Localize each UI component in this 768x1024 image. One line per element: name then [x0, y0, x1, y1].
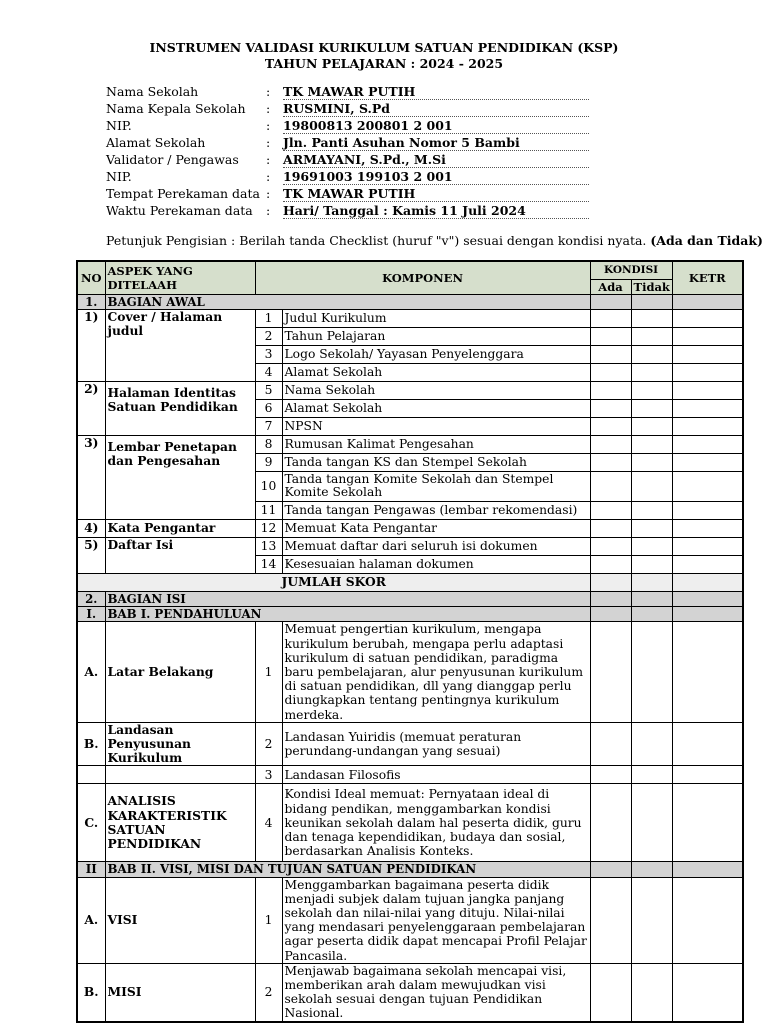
section-row — [77, 591, 743, 606]
cell-ada[interactable] — [590, 555, 631, 573]
cell-ada[interactable] — [590, 435, 631, 453]
item-no: 2 — [255, 963, 282, 1021]
item-text: Memuat Kata Pengantar — [282, 519, 590, 537]
cell-ketr[interactable] — [672, 501, 743, 519]
row-letter: A. — [77, 877, 105, 963]
instructions — [106, 233, 763, 248]
item-no: 4 — [255, 363, 282, 381]
cell-tidak[interactable] — [631, 877, 672, 963]
cell-tidak[interactable] — [631, 555, 672, 573]
item-text: Memuat daftar dari seluruh isi dokumen — [282, 537, 590, 555]
row-aspect — [105, 766, 255, 784]
aspect-no: 2) — [77, 381, 105, 435]
section-row — [77, 294, 743, 309]
cell-ada[interactable] — [590, 766, 631, 784]
instructions-text: Petunjuk Pengisian : Berilah tanda Checklist (huruf "v") sesuai dengan kondisi nyata. — [106, 233, 647, 248]
cell-ada[interactable] — [590, 453, 631, 471]
info-value: Jln. Panti Asuhan Nomor 5 Bambi — [283, 135, 589, 151]
cell-ada[interactable] — [590, 622, 631, 722]
info-colon: : — [266, 186, 271, 201]
item-text: Tanda tangan KS dan Stempel Sekolah — [282, 453, 590, 471]
col-no: NO — [77, 261, 105, 294]
aspect-no: 1) — [77, 309, 105, 381]
info-colon: : — [266, 169, 271, 184]
info-value: 19800813 200801 2 001 — [283, 118, 589, 134]
col-komponen: KOMPONEN — [255, 261, 590, 294]
info-label: NIP. — [106, 169, 132, 184]
cell-ketr[interactable] — [672, 784, 743, 862]
cell-tidak[interactable] — [631, 622, 672, 722]
table-row — [77, 784, 743, 862]
row-aspect: ANALISIS KARAKTERISTIK SATUAN PENDIDIKAN — [105, 784, 255, 862]
cell-tidak[interactable] — [631, 453, 672, 471]
validation-table — [76, 260, 744, 1023]
table-row — [77, 381, 743, 399]
cell-tidak[interactable] — [631, 501, 672, 519]
section-no: I. — [77, 607, 105, 622]
cell-ketr[interactable] — [672, 722, 743, 766]
cell-tidak[interactable] — [631, 309, 672, 327]
item-no: 13 — [255, 537, 282, 555]
section-title: BAGIAN ISI — [105, 591, 590, 606]
cell-ada[interactable] — [590, 877, 631, 963]
total-tidak[interactable] — [631, 573, 672, 591]
table-row — [77, 519, 743, 537]
item-no: 5 — [255, 381, 282, 399]
section-no: 2. — [77, 591, 105, 606]
row-aspect: MISI — [105, 963, 255, 1021]
cell-ada[interactable] — [590, 399, 631, 417]
section-no: II — [77, 862, 105, 877]
info-label: Tempat Perekaman data — [106, 186, 260, 201]
item-no: 7 — [255, 417, 282, 435]
item-no: 4 — [255, 784, 282, 862]
cell-tidak[interactable] — [631, 399, 672, 417]
cell-ketr[interactable] — [672, 417, 743, 435]
col-aspek: ASPEK YANG DITELAAH — [105, 261, 255, 294]
info-label: Nama Sekolah — [106, 84, 199, 99]
item-text: NPSN — [282, 417, 590, 435]
col-ketr: KETR — [672, 261, 743, 294]
item-text: Rumusan Kalimat Pengesahan — [282, 435, 590, 453]
table-row — [77, 622, 743, 722]
section-title: BAGIAN AWAL — [105, 294, 590, 309]
item-text: Judul Kurikulum — [282, 309, 590, 327]
cell-ketr[interactable] — [672, 555, 743, 573]
item-no: 2 — [255, 327, 282, 345]
header-row — [77, 261, 743, 279]
aspect-no: 4) — [77, 519, 105, 537]
cell-ada[interactable] — [590, 417, 631, 435]
cell-tidak[interactable] — [631, 327, 672, 345]
info-label: NIP. — [106, 118, 132, 133]
cell-ketr[interactable] — [672, 877, 743, 963]
table-row — [77, 537, 743, 555]
item-text: Kesesuaian halaman dokumen — [282, 555, 590, 573]
cell-ketr[interactable] — [672, 622, 743, 722]
document-subtitle: TAHUN PELAJARAN : 2024 - 2025 — [264, 56, 504, 71]
item-no: 10 — [255, 471, 282, 501]
info-value: RUSMINI, S.Pd — [283, 101, 589, 117]
row-aspect: Latar Belakang — [105, 622, 255, 722]
info-value: TK MAWAR PUTIH — [283, 84, 589, 100]
aspect-name: Cover / Halaman judul — [105, 309, 255, 381]
info-value: ARMAYANI, S.Pd., M.Si — [283, 152, 589, 168]
cell-tidak[interactable] — [631, 471, 672, 501]
item-text: Alamat Sekolah — [282, 399, 590, 417]
item-no: 9 — [255, 453, 282, 471]
item-no: 14 — [255, 555, 282, 573]
item-text: Memuat pengertian kurikulum, mengapa kurikulum berubah, mengapa perlu adaptasi kurikulum di satuan pendidikan, paradigma baru pembelajaran, alur penyusunan kurikulum di satuan pendidikan, dll yang dianggap perlu diungkapkan tentang pentingnya kurikulum merdeka. — [282, 622, 590, 722]
info-colon: : — [266, 135, 271, 150]
aspect-name: Halaman Identitas Satuan Pendidikan — [105, 381, 255, 435]
info-label: Waktu Perekaman data — [106, 203, 253, 218]
cell-ketr[interactable] — [672, 381, 743, 399]
item-text: Tanda tangan Pengawas (lembar rekomendasi) — [282, 501, 590, 519]
table-row — [77, 877, 743, 963]
row-aspect: VISI — [105, 877, 255, 963]
item-text: Landasan Yuiridis (memuat peraturan perundang-undangan yang sesuai) — [282, 722, 590, 766]
item-text: Nama Sekolah — [282, 381, 590, 399]
total-score-label: JUMLAH SKOR — [77, 573, 590, 591]
info-colon: : — [266, 203, 271, 218]
document-title: INSTRUMEN VALIDASI KURIKULUM SATUAN PENDIDIKAN (KSP) — [149, 40, 619, 55]
info-label: Alamat Sekolah — [106, 135, 206, 150]
item-no: 8 — [255, 435, 282, 453]
cell-tidak[interactable] — [631, 784, 672, 862]
table-row — [77, 766, 743, 784]
col-kondisi: KONDISI — [590, 261, 672, 279]
cell-ketr[interactable] — [672, 363, 743, 381]
info-value: TK MAWAR PUTIH — [283, 186, 589, 202]
cell-ada[interactable] — [590, 363, 631, 381]
section-row — [77, 862, 743, 877]
cell-ketr[interactable] — [672, 519, 743, 537]
cell-tidak[interactable] — [631, 766, 672, 784]
section-no: 1. — [77, 294, 105, 309]
cell-ada[interactable] — [590, 501, 631, 519]
table-row — [77, 309, 743, 327]
cell-ada[interactable] — [590, 381, 631, 399]
table-row — [77, 963, 743, 1021]
row-aspect: Landasan Penyusunan Kurikulum — [105, 722, 255, 766]
info-value: 19691003 199103 2 001 — [283, 169, 589, 185]
col-ada: Ada — [590, 279, 631, 294]
table-row — [77, 722, 743, 766]
item-text: Tahun Pelajaran — [282, 327, 590, 345]
cell-ketr[interactable] — [672, 471, 743, 501]
cell-ada[interactable] — [590, 537, 631, 555]
section-title: BAB I. PENDAHULUAN — [105, 607, 590, 622]
item-no: 1 — [255, 622, 282, 722]
info-colon: : — [266, 101, 271, 116]
cell-tidak[interactable] — [631, 537, 672, 555]
aspect-name: Kata Pengantar — [105, 519, 255, 537]
cell-ketr[interactable] — [672, 327, 743, 345]
aspect-name: Lembar Penetapan dan Pengesahan — [105, 435, 255, 519]
cell-ada[interactable] — [590, 519, 631, 537]
item-no: 3 — [255, 345, 282, 363]
cell-ketr[interactable] — [672, 453, 743, 471]
cell-ada[interactable] — [590, 327, 631, 345]
info-colon: : — [266, 152, 271, 167]
info-colon: : — [266, 84, 271, 99]
cell-ketr[interactable] — [672, 399, 743, 417]
cell-tidak[interactable] — [631, 381, 672, 399]
item-text: Logo Sekolah/ Yayasan Penyelenggara — [282, 345, 590, 363]
item-no: 11 — [255, 501, 282, 519]
total-score-row — [77, 573, 743, 591]
info-colon: : — [266, 118, 271, 133]
item-no: 2 — [255, 722, 282, 766]
item-text: Alamat Sekolah — [282, 363, 590, 381]
cell-ada[interactable] — [590, 471, 631, 501]
row-letter: B. — [77, 722, 105, 766]
cell-ketr[interactable] — [672, 963, 743, 1021]
item-text: Menggambarkan bagaimana peserta didik menjadi subjek dalam tujuan jangka panjang sekolah dan nilai-nilai yang dituju. Nilai-nilai yang mendasari penyelenggaraan pembelajaran agar peserta didik dapat mencapai Profil Pelajar Pancasila. — [282, 877, 590, 963]
row-letter: C. — [77, 784, 105, 862]
aspect-no: 5) — [77, 537, 105, 573]
cell-ada[interactable] — [590, 784, 631, 862]
cell-tidak[interactable] — [631, 435, 672, 453]
cell-ketr[interactable] — [672, 435, 743, 453]
aspect-no: 3) — [77, 435, 105, 519]
section-row — [77, 607, 743, 622]
cell-ketr[interactable] — [672, 537, 743, 555]
cell-tidak[interactable] — [631, 722, 672, 766]
item-no: 12 — [255, 519, 282, 537]
cell-ketr[interactable] — [672, 309, 743, 327]
cell-tidak[interactable] — [631, 417, 672, 435]
cell-ada[interactable] — [590, 963, 631, 1021]
cell-ada[interactable] — [590, 309, 631, 327]
cell-ada[interactable] — [590, 722, 631, 766]
row-letter — [77, 766, 105, 784]
info-label: Nama Kepala Sekolah — [106, 101, 246, 116]
info-value: Hari/ Tanggal : Kamis 11 Juli 2024 — [283, 203, 589, 219]
table-row — [77, 435, 743, 453]
total-ketr[interactable] — [672, 573, 743, 591]
cell-ketr[interactable] — [672, 766, 743, 784]
cell-tidak[interactable] — [631, 963, 672, 1021]
item-text: Landasan Filosofis — [282, 766, 590, 784]
cell-tidak[interactable] — [631, 363, 672, 381]
item-no: 1 — [255, 309, 282, 327]
row-letter: A. — [77, 622, 105, 722]
cell-tidak[interactable] — [631, 345, 672, 363]
row-letter: B. — [77, 963, 105, 1021]
section-title: BAB II. VISI, MISI DAN TUJUAN SATUAN PENDIDIKAN — [105, 862, 590, 877]
item-no: 1 — [255, 877, 282, 963]
instructions-bold: (Ada dan Tidak) — [650, 233, 763, 248]
cell-tidak[interactable] — [631, 519, 672, 537]
info-label: Validator / Pengawas — [106, 152, 239, 167]
item-text: Menjawab bagaimana sekolah mencapai visi, memberikan arah dalam mewujudkan visi sekolah sesuai dengan tujuan Pendidikan Nasional. — [282, 963, 590, 1021]
item-text: Tanda tangan Komite Sekolah dan Stempel Komite Sekolah — [282, 471, 590, 501]
item-no: 3 — [255, 766, 282, 784]
total-ada[interactable] — [590, 573, 631, 591]
aspect-name: Daftar Isi — [105, 537, 255, 573]
cell-ada[interactable] — [590, 345, 631, 363]
item-no: 6 — [255, 399, 282, 417]
cell-ketr[interactable] — [672, 345, 743, 363]
col-tidak: Tidak — [631, 279, 672, 294]
item-text: Kondisi Ideal memuat: Pernyataan ideal di bidang pendikan, menggambarkan kondisi keunikan sekolah dalam hal peserta didik, guru dan tenaga kependidikan, budaya dan sosial, berdasarkan Analisis Konteks. — [282, 784, 590, 862]
